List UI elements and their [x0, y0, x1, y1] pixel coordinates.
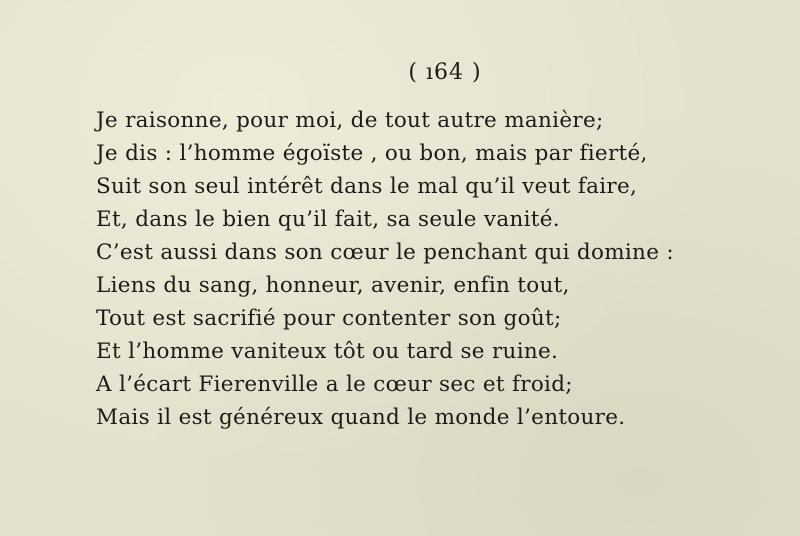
poem-line-7: Tout est sacrifié pour contenter son goût;: [96, 306, 562, 331]
poem-line-1: Je raisonne, pour moi, de tout autre manière;: [96, 108, 604, 133]
poem-line-6: Liens du sang, honneur, avenir, enfin tout,: [96, 273, 570, 298]
poem-line-10: Mais il est généreux quand le monde l’entoure.: [96, 405, 626, 430]
page-number: [0, 60, 800, 85]
poem-line-9: A l’écart Fierenville a le cœur sec et froid;: [96, 372, 573, 397]
poem-line-3: Suit son seul intérêt dans le mal qu’il veut faire,: [96, 174, 638, 199]
page-number-text: ( ı64 ): [408, 60, 482, 85]
poem-line-8: Et l’homme vaniteux tôt ou tard se ruine.: [96, 339, 559, 364]
poem-line-2: Je dis : l’homme égoïste , ou bon, mais par fierté,: [96, 141, 648, 166]
poem-text: [96, 104, 776, 434]
poem-line-4: Et, dans le bien qu’il fait, sa seule vanité.: [96, 207, 560, 232]
poem-line-5: C’est aussi dans son cœur le penchant qui domine :: [96, 240, 674, 265]
